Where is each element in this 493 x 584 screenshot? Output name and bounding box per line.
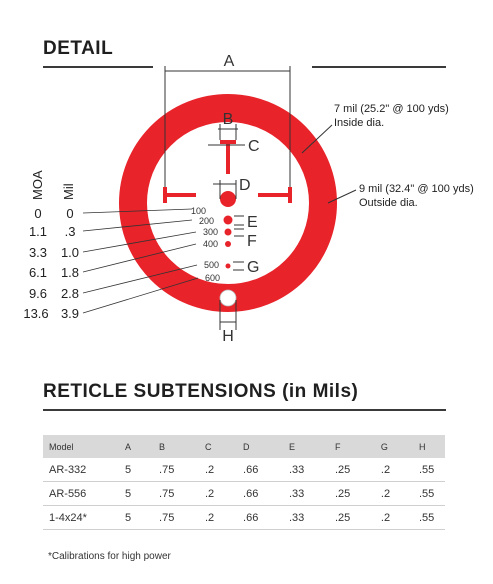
holdover-dot-300 (225, 229, 232, 236)
value-cell: .2 (185, 482, 223, 506)
value-cell: .66 (223, 506, 269, 530)
table-header-row (43, 435, 445, 458)
label-f: F (247, 233, 257, 250)
value-cell: .55 (399, 458, 445, 482)
mil-value: 3.9 (60, 306, 80, 321)
value-cell: .25 (315, 506, 361, 530)
value-cell: .2 (185, 458, 223, 482)
value-cell: .2 (185, 506, 223, 530)
moa-value: 13.6 (23, 306, 49, 321)
holdover-dot-500 (226, 264, 231, 269)
outside-dia-value: 9 mil (32.4" @ 100 yds) (359, 183, 474, 195)
value-cell: .75 (139, 458, 185, 482)
label-h: H (222, 328, 234, 345)
yardage-500: 500 (203, 260, 219, 270)
label-c: C (248, 138, 260, 155)
bottom-white-dot (220, 290, 236, 306)
mil-value: 1.0 (60, 245, 80, 260)
label-a: A (223, 53, 235, 70)
label-g: G (247, 259, 260, 276)
holdover-dot-400 (225, 241, 231, 247)
center-aiming-dot (220, 191, 236, 207)
subtensions-table (43, 435, 445, 530)
yardage-100: 100 (190, 206, 206, 216)
mil-value: .3 (64, 224, 76, 239)
yardage-600: 600 (204, 273, 220, 283)
value-cell: .2 (361, 458, 399, 482)
value-cell: .25 (315, 482, 361, 506)
top-post-stem (226, 142, 230, 174)
header-g: G (361, 435, 399, 458)
value-cell: .75 (139, 482, 185, 506)
value-cell: .33 (269, 482, 315, 506)
mil-column-header: Mil (61, 183, 76, 200)
moa-value: 9.6 (28, 286, 48, 301)
value-cell: 5 (105, 506, 139, 530)
model-cell: 1-4x24* (43, 506, 105, 530)
header-h: H (399, 435, 445, 458)
value-cell: .2 (361, 506, 399, 530)
subtensions-rule (43, 409, 446, 411)
footnote: *Calibrations for high power (48, 551, 171, 562)
moa-column-header: MOA (30, 170, 45, 200)
inside-dia-label: Inside dia. (334, 117, 385, 129)
model-cell: AR-332 (43, 458, 105, 482)
moa-value: 3.3 (28, 245, 48, 260)
yardage-400: 400 (202, 239, 218, 249)
outside-dia-label: Outside dia. (359, 197, 418, 209)
label-d: D (239, 177, 251, 194)
inside-dia-value: 7 mil (25.2" @ 100 yds) (334, 103, 449, 115)
moa-value: 6.1 (28, 265, 48, 280)
header-b: B (139, 435, 185, 458)
table-row (43, 506, 445, 530)
value-cell: .55 (399, 482, 445, 506)
value-cell: .33 (269, 506, 315, 530)
mil-value: 0 (66, 206, 74, 221)
value-cell: .66 (223, 458, 269, 482)
mil-value: 1.8 (60, 265, 80, 280)
right-stadia-tick (288, 187, 292, 203)
label-b: B (222, 111, 234, 128)
value-cell: 5 (105, 458, 139, 482)
table-row (43, 458, 445, 482)
value-cell: .33 (269, 458, 315, 482)
left-stadia-bar (164, 193, 196, 197)
mil-value: 2.8 (60, 286, 80, 301)
table-row (43, 482, 445, 506)
yardage-200: 200 (198, 216, 214, 226)
value-cell: 5 (105, 482, 139, 506)
value-cell: .25 (315, 458, 361, 482)
value-cell: .2 (361, 482, 399, 506)
subtensions-table-container (43, 435, 445, 530)
right-stadia-bar (258, 193, 290, 197)
yardage-300: 300 (202, 227, 218, 237)
detail-heading: DETAIL (43, 38, 114, 59)
header-model: Model (43, 435, 105, 458)
value-cell: .55 (399, 506, 445, 530)
subtensions-heading: RETICLE SUBTENSIONS (in Mils) (43, 381, 359, 402)
moa-value: 0 (34, 206, 42, 221)
left-stadia-tick (163, 187, 167, 203)
model-cell: AR-556 (43, 482, 105, 506)
moa-value: 1.1 (28, 224, 48, 239)
header-e: E (269, 435, 315, 458)
header-f: F (315, 435, 361, 458)
holdover-dot-200 (224, 216, 233, 225)
value-cell: .75 (139, 506, 185, 530)
header-c: C (185, 435, 223, 458)
header-d: D (223, 435, 269, 458)
header-a: A (105, 435, 139, 458)
label-e: E (247, 214, 258, 231)
value-cell: .66 (223, 482, 269, 506)
